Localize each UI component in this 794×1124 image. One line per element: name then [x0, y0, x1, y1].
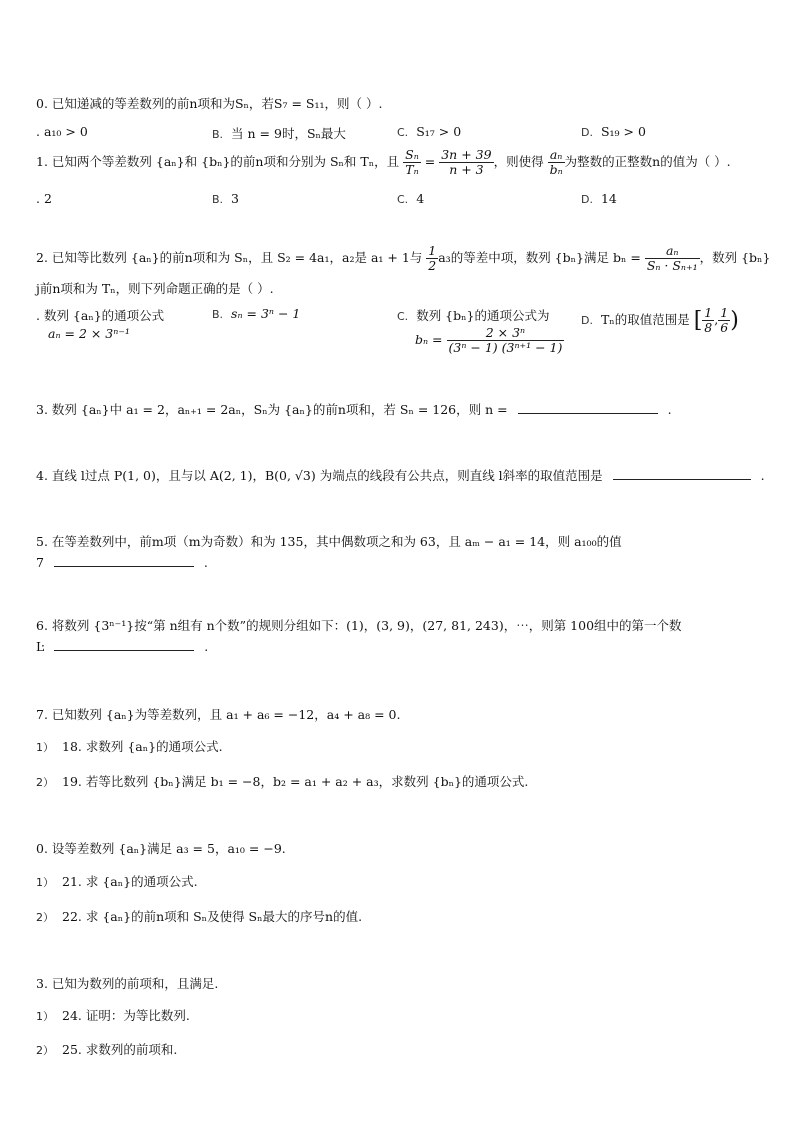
q13-answer-blank[interactable] — [518, 401, 658, 414]
q15-line2: 7 . — [36, 555, 208, 570]
q11-frac-a-over-b: $\frac{\text{aₙ}}{\text{bₙ}}$ — [549, 147, 563, 177]
q12-option-d: D. Tₙ的取值范围是 [ $\frac{1}{8}$ , $\frac{1}{6}$ ) — [581, 305, 739, 335]
question-17: 7. 已知数列 {aₙ}为等差数列，且 a₁ + a₆ = −12，a₄ + a₈ = 0. — [36, 707, 401, 722]
q20-sub-2: 2） 22. 求 {aₙ}的前n项和 Sₙ及使得 Sₙ最大的序号n的值. — [36, 909, 363, 924]
question-20: 0. 设等差数列 {aₙ}满足 a₃ = 5，a₁₀ = −9. — [36, 841, 286, 856]
q11-option-b: B. 3 — [212, 191, 239, 206]
q17-sub-2: 2） 19. 若等比数列 {bₙ}满足 b₁ = −8，b₂ = a₁ + a₂ + a₃，求数列 {bₙ}的通项公式. — [36, 774, 529, 789]
q11-option-a: . 2 — [36, 191, 52, 206]
question-10 — [36, 94, 776, 112]
q16-line2: Ŀ . — [36, 639, 209, 654]
q11-frac-ratio: $\frac{3n + 39}{n + 3}$ — [441, 147, 492, 177]
q12-option-a: . 数列 {aₙ}的通项公式 aₙ = 2 × 3ⁿ⁻¹ — [36, 308, 165, 341]
q10-option-b: B. 当 n = 9时，Sₙ最大 — [212, 126, 346, 141]
q16-answer-blank[interactable] — [54, 638, 194, 651]
q14-answer-blank[interactable] — [613, 467, 751, 480]
question-15: 5. 在等差数列中，前m项（m为奇数）和为 135，其中偶数项之和为 63，且 aₘ − a₁ = 14，则 a₁₀₀的值 — [36, 534, 622, 549]
q12-frac-b: $\frac{\text{aₙ}}{\text{Sₙ · Sₙ₊₁}}$ — [646, 243, 698, 273]
question-13: 3. 数列 {aₙ}中 a₁ = 2，aₙ₊₁ = 2aₙ，Sₙ为 {aₙ}的前n项和，若 Sₙ = 126，则 n = . — [36, 402, 672, 417]
q11-stem-a: 1. 已知两个等差数列 {aₙ}和 {bₙ}的前n项和分别为 Sₙ和 Tₙ，且 — [36, 154, 400, 169]
q23-sub-1: 1） 24. 证明：为等比数列. — [36, 1008, 190, 1023]
question-23: 3. 已知为数列的前项和，且满足. — [36, 976, 219, 991]
question-10-stem: 0. 已知递减的等差数列的前n项和为Sₙ，若S₇ = S₁₁，则（ ）. — [36, 96, 383, 111]
question-12: 2. 已知等比数列 {aₙ}的前n项和为 Sₙ，且 S₂ = 4a₁，a₂是 a₁ + 1与 $\frac{1}{2}$ a₃的等差中项，数列 {bₙ}满足 bₙ = $\frac{\text{aₙ}}{\text{Sₙ · Sₙ₊₁}}$ ，数列 {bₙ} — [36, 243, 771, 273]
q12-stem-line2: j前n项和为 Tₙ，则下列命题正确的是（ ）. — [36, 281, 274, 296]
q11-frac-s-over-t: $\frac{\text{Sₙ}}{\text{Tₙ}}$ — [405, 147, 419, 177]
q12-frac-half: $\frac{1}{2}$ — [428, 243, 437, 273]
q12-option-c: C. 数列 {bₙ}的通项公式为 bₙ = $\frac{\text{2 × 3ⁿ}}{\text{(3ⁿ − 1) (3ⁿ⁺¹ − 1)}}$ — [397, 308, 563, 355]
q12-option-b: B. sₙ = 3ⁿ − 1 — [212, 306, 301, 321]
question-11: 1. 已知两个等差数列 {aₙ}和 {bₙ}的前n项和分别为 Sₙ和 Tₙ，且 $\frac{\text{Sₙ}}{\text{Tₙ}}$ = $\frac{3n + 39}{n + 3}$ ，则使得 $\frac{\text{aₙ}}{\text{bₙ}}$ 为整数的正整数n的值为（ ）. — [36, 147, 731, 177]
q15-answer-blank[interactable] — [54, 554, 194, 567]
q11-option-c: C. 4 — [397, 191, 425, 206]
q10-option-a: . a₁₀ > 0 — [36, 124, 88, 139]
q17-sub-1: 1） 18. 求数列 {aₙ}的通项公式. — [36, 739, 223, 754]
q10-option-d: D. S₁₉ > 0 — [581, 124, 646, 139]
question-14: 4. 直线 l过点 P(1, 0)，且与以 A(2, 1)，B(0, √3) 为端点的线段有公共点，则直线 l斜率的取值范围是 . — [36, 468, 765, 483]
question-16: 6. 将数列 {3ⁿ⁻¹}按“第 n组有 n个数”的规则分组如下：(1)，(3, 9)，(27, 81, 243)，⋯，则第 100组中的第一个数 — [36, 618, 682, 633]
q11-option-d: D. 14 — [581, 191, 617, 206]
q10-option-c: C. S₁₇ > 0 — [397, 124, 462, 139]
q23-sub-2: 2） 25. 求数列的前项和. — [36, 1042, 178, 1057]
q20-sub-1: 1） 21. 求 {aₙ}的通项公式. — [36, 874, 198, 889]
